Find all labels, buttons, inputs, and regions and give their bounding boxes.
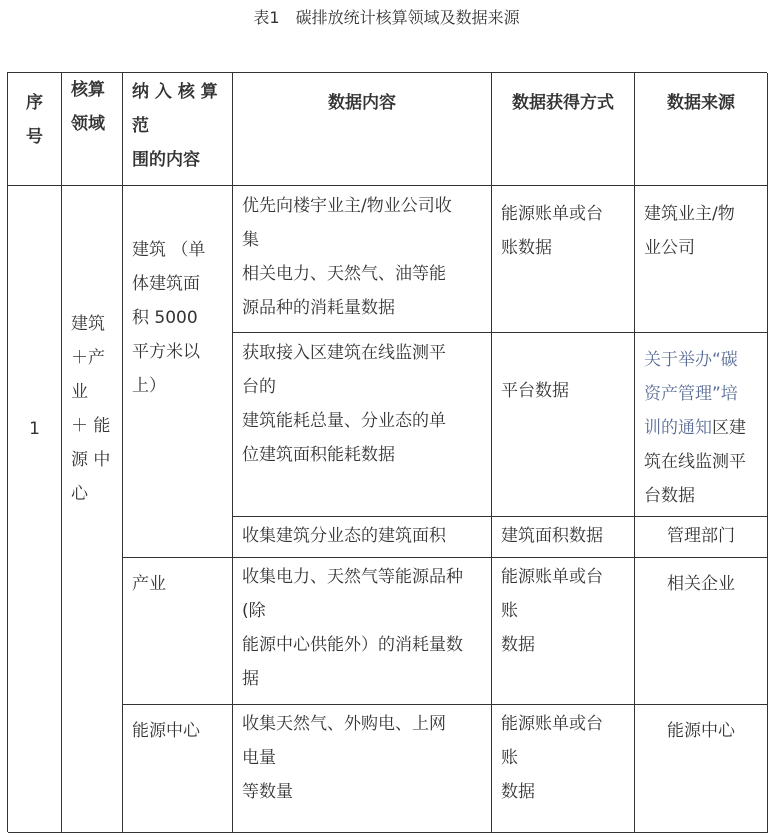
energy-method: 能源账单或台 账 数据 xyxy=(492,705,635,833)
building-r2-method: 平台数据 xyxy=(492,333,635,517)
industry-content: 收集电力、天然气等能源品种 (除 能源中心供能外）的消耗量数 据 xyxy=(233,558,492,705)
building-r3-method: 建筑面积数据 xyxy=(492,517,635,558)
building-r1-content: 优先向楼宇业主/物业公司收 集 相关电力、天然气、油等能 源品种的消耗量数据 xyxy=(233,186,492,333)
building-r2-source: 关于举办“碳 资产管理”培 训的通知区建 筑在线监测平 台数据 xyxy=(635,333,768,517)
industry-source: 相关企业 xyxy=(635,558,768,705)
building-r2-content: 获取接入区建筑在线监测平 台的 建筑能耗总量、分业态的单 位建筑面积能耗数据 xyxy=(233,333,492,517)
table-caption xyxy=(0,7,773,29)
building-r1-method: 能源账单或台 账数据 xyxy=(492,186,635,333)
header-content: 数据内容 xyxy=(233,73,492,186)
header-source: 数据来源 xyxy=(635,73,768,186)
training-notice-link[interactable]: 关于举办“碳 xyxy=(644,350,738,370)
row-seq: 1 xyxy=(8,186,62,833)
scope-industry: 产业 xyxy=(123,558,233,705)
header-domain: 核算 领域 xyxy=(62,73,123,186)
building-r3-source: 管理部门 xyxy=(635,517,768,558)
building-r3-content: 收集建筑分业态的建筑面积 xyxy=(233,517,492,558)
training-notice-link[interactable]: 资产管理”培 xyxy=(644,384,738,404)
training-notice-link[interactable]: 训的通知 xyxy=(644,418,712,438)
header-method: 数据获得方式 xyxy=(492,73,635,186)
table-title: 碳排放统计核算领域及数据来源 xyxy=(295,8,520,27)
scope-building: 建筑 （单 体建筑面 积 5000 平方米以 上） xyxy=(123,186,233,558)
source-tail: 区建 xyxy=(712,418,746,438)
industry-method: 能源账单或台 账 数据 xyxy=(492,558,635,705)
energy-source: 能源中心 xyxy=(635,705,768,833)
header-seq: 序 号 xyxy=(8,73,62,186)
energy-content: 收集天然气、外购电、上网 电量 等数量 xyxy=(233,705,492,833)
scope-energy: 能源中心 xyxy=(123,705,233,833)
row-domain: 建筑 ＋产 业 ＋ 能 源 中 心 xyxy=(62,186,123,833)
data-table xyxy=(7,72,767,832)
table-number: 表1 xyxy=(253,8,280,27)
building-r1-source: 建筑业主/物 业公司 xyxy=(635,186,768,333)
header-scope: 纳 入 核 算 范 围的内容 xyxy=(123,73,233,186)
